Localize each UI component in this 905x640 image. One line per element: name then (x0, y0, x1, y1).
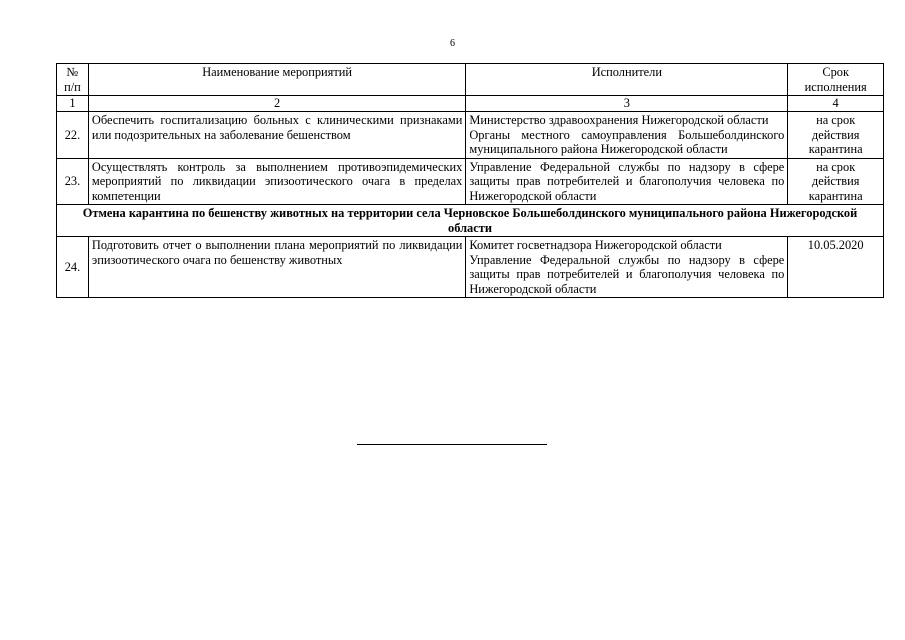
term: на срок действия карантина (788, 112, 884, 159)
table-row (57, 237, 884, 298)
column-index: 3 (466, 96, 788, 112)
term: на срок действия карантина (788, 158, 884, 205)
executor: Органы местного самоуправления Большеболдинского муниципального района Нижегородской области (469, 127, 785, 156)
measure-name: Обеспечить госпитализацию больных с клиническими признаками или подозрительных на заболевание бешенством (88, 112, 465, 159)
end-divider-line (357, 444, 547, 445)
executors-cell (466, 158, 788, 205)
header-executors: Исполнители (466, 64, 788, 96)
executor: Управление Федеральной службы по надзору в сфере защиты прав потребителей и благополучия человека по Нижегородской области (469, 159, 785, 203)
executors-cell (466, 112, 788, 159)
term: 10.05.2020 (788, 237, 884, 298)
column-index-row (57, 96, 884, 112)
executor: Министерство здравоохранения Нижегородской области (469, 113, 769, 127)
header-num: № п/п (57, 64, 89, 96)
table-row (57, 112, 884, 159)
row-number: 22. (57, 112, 89, 159)
row-number: 23. (57, 158, 89, 205)
header-name: Наименование мероприятий (88, 64, 465, 96)
table-header-row (57, 64, 884, 96)
column-index: 1 (57, 96, 89, 112)
section-row (57, 205, 884, 237)
row-number: 24. (57, 237, 89, 298)
executor: Комитет госветнадзора Нижегородской области (469, 238, 722, 252)
measure-name: Подготовить отчет о выполнении плана мероприятий по ликвидации эпизоотического очага по бешенству животных (88, 237, 465, 298)
column-index: 2 (88, 96, 465, 112)
executor: Управление Федеральной службы по надзору в сфере защиты прав потребителей и благополучия человека по Нижегородской области (469, 252, 785, 296)
page-number: 6 (450, 38, 455, 49)
measures-table (56, 63, 884, 298)
measure-name: Осуществлять контроль за выполнением противоэпидемических мероприятий по ликвидации эпизоотического очага в пределах компетенции (88, 158, 465, 205)
header-term: Срок исполнения (788, 64, 884, 96)
section-title: Отмена карантина по бешенству животных на территории села Черновское Большеболдинского муниципального района Нижегородской области (57, 205, 884, 237)
column-index: 4 (788, 96, 884, 112)
executors-cell (466, 237, 788, 298)
table-row (57, 158, 884, 205)
